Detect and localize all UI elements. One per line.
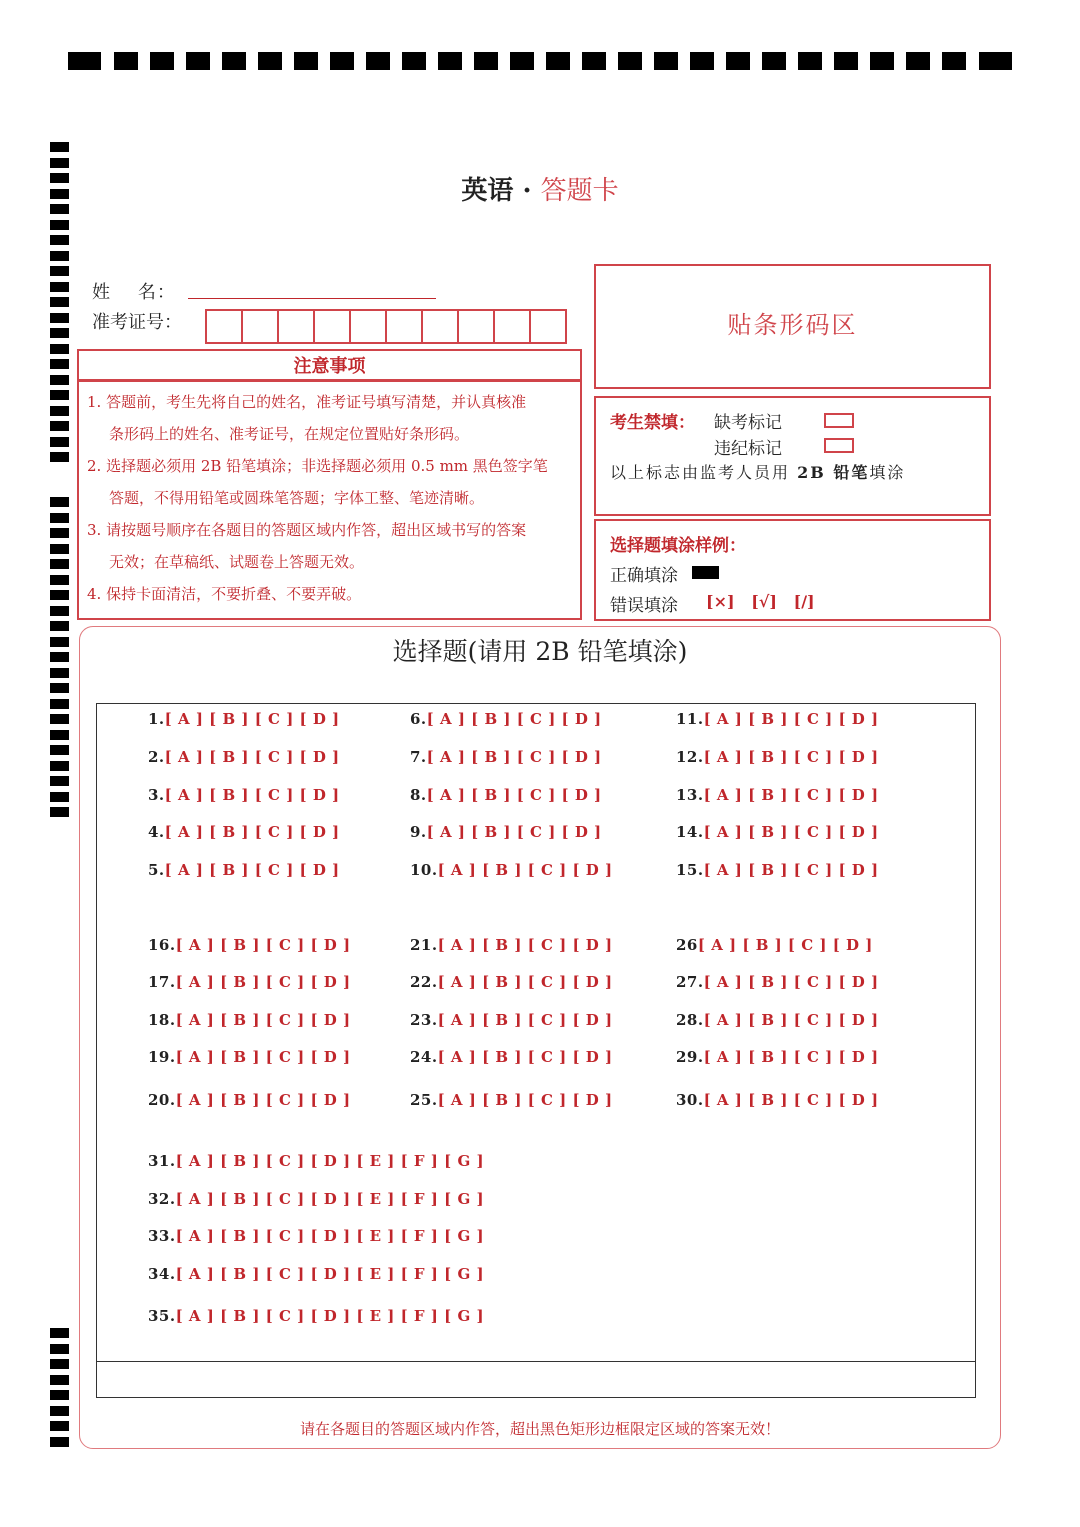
question-row bbox=[148, 1152, 484, 1170]
question-number: 13. bbox=[676, 786, 704, 804]
question-number: 16. bbox=[148, 936, 176, 954]
question-row bbox=[410, 1011, 613, 1029]
forbid-box bbox=[594, 396, 991, 516]
timing-mark bbox=[50, 235, 69, 245]
question-row bbox=[676, 786, 879, 804]
timing-mark bbox=[68, 52, 101, 70]
question-number: 22. bbox=[410, 973, 438, 991]
question-number: 11. bbox=[676, 710, 704, 728]
question-number: 18. bbox=[148, 1011, 176, 1029]
question-number: 7. bbox=[410, 748, 427, 766]
id-box[interactable] bbox=[279, 311, 315, 342]
question-row bbox=[676, 823, 879, 841]
question-number: 21. bbox=[410, 936, 438, 954]
timing-mark bbox=[546, 52, 570, 70]
answer-options[interactable]: [ A ] [ B ] [ C ] [ D ] bbox=[164, 823, 340, 841]
timing-mark bbox=[50, 1375, 69, 1385]
mc-title: 选择题(请用 2B 铅笔填涂) bbox=[392, 637, 688, 666]
timing-mark bbox=[50, 761, 69, 771]
violation-label: 违纪标记 bbox=[714, 439, 782, 459]
answer-options[interactable]: [ A ] [ B ] [ C ] [ D ] bbox=[426, 748, 602, 766]
name-label: 姓 名： bbox=[92, 282, 176, 303]
id-box[interactable] bbox=[459, 311, 495, 342]
timing-mark bbox=[258, 52, 282, 70]
answer-options[interactable]: [ A ] [ B ] [ C ] [ D ] bbox=[426, 710, 602, 728]
timing-mark bbox=[50, 745, 69, 755]
answer-options[interactable]: [ A ] [ B ] [ C ] [ D ] bbox=[437, 936, 613, 954]
question-number: 19. bbox=[148, 1048, 176, 1066]
forbid-note-prefix: 以上标志由监考人员用 bbox=[610, 463, 791, 482]
timing-mark bbox=[50, 266, 69, 276]
top-timing-marks bbox=[68, 52, 1012, 70]
timing-mark bbox=[50, 1406, 69, 1416]
question-row bbox=[148, 936, 351, 954]
question-row bbox=[410, 1091, 613, 1109]
notice-item: 4. 保持卡面清洁，不要折叠、不要弄破。 bbox=[87, 585, 362, 603]
question-row bbox=[676, 1011, 879, 1029]
question-number: 1. bbox=[148, 710, 165, 728]
absent-mark-box[interactable] bbox=[824, 413, 854, 428]
timing-mark bbox=[50, 699, 69, 709]
timing-mark bbox=[474, 52, 498, 70]
timing-mark bbox=[50, 730, 69, 740]
answer-options[interactable]: [ A ] [ B ] [ C ] [ D ] bbox=[175, 1048, 351, 1066]
question-number: 31. bbox=[148, 1152, 176, 1170]
barcode-area: 贴条形码区 bbox=[594, 264, 991, 389]
timing-mark bbox=[50, 1328, 69, 1338]
timing-mark bbox=[366, 52, 390, 70]
timing-mark bbox=[690, 52, 714, 70]
question-row bbox=[410, 823, 602, 841]
timing-mark bbox=[50, 328, 69, 338]
answer-options[interactable]: [ A ] [ B ] [ C ] [ D ] bbox=[437, 1011, 613, 1029]
question-row bbox=[148, 748, 340, 766]
timing-mark bbox=[50, 621, 69, 631]
id-box[interactable] bbox=[387, 311, 423, 342]
question-number: 2. bbox=[148, 748, 165, 766]
answer-options[interactable]: [ A ] [ B ] [ C ] [ D ] bbox=[437, 973, 613, 991]
answer-options[interactable]: [ A ] [ B ] [ C ] [ D ] bbox=[437, 861, 613, 879]
page-title bbox=[0, 170, 1080, 207]
question-row bbox=[410, 786, 602, 804]
answer-options[interactable]: [ A ] [ B ] [ C ] [ D ] bbox=[175, 936, 351, 954]
id-label: 准考证号： bbox=[92, 312, 182, 333]
id-box[interactable] bbox=[351, 311, 387, 342]
question-number: 23. bbox=[410, 1011, 438, 1029]
question-number: 5. bbox=[148, 861, 165, 879]
question-row bbox=[410, 710, 602, 728]
answer-options[interactable]: [ A ] [ B ] [ C ] [ D ] bbox=[437, 1091, 613, 1109]
question-number: 35. bbox=[148, 1307, 176, 1325]
forbid-label: 考生禁填： bbox=[610, 413, 695, 433]
timing-mark bbox=[50, 497, 69, 507]
question-row bbox=[676, 936, 873, 954]
answer-options[interactable]: [ A ] [ B ] [ C ] [ D ] bbox=[703, 1011, 879, 1029]
notice-heading: 注意事项 bbox=[77, 349, 582, 381]
timing-mark bbox=[50, 313, 69, 323]
question-number: 6. bbox=[410, 710, 427, 728]
answer-options[interactable]: [ A ] [ B ] [ C ] [ D ] bbox=[703, 786, 879, 804]
answer-area-divider bbox=[96, 1361, 976, 1362]
notice-item: 答题，不得用铅笔或圆珠笔答题；字体工整、笔迹清晰。 bbox=[109, 489, 485, 507]
correct-fill-sample bbox=[692, 566, 719, 579]
question-row bbox=[148, 823, 340, 841]
title-sheet: 答题卡 bbox=[540, 176, 619, 206]
timing-mark bbox=[50, 142, 69, 152]
answer-options[interactable]: [ A ] [ B ] [ C ] [ D ] bbox=[697, 936, 873, 954]
timing-mark bbox=[654, 52, 678, 70]
notice-item: 1. 答题前，考生先将自己的姓名，准考证号填写清楚，并认真核准 bbox=[87, 393, 527, 411]
timing-mark bbox=[50, 1344, 69, 1354]
answer-options[interactable]: [ A ] [ B ] [ C ] [ D ] bbox=[164, 710, 340, 728]
timing-mark bbox=[906, 52, 930, 70]
timing-mark bbox=[50, 344, 69, 354]
question-number: 9. bbox=[410, 823, 427, 841]
question-number: 3. bbox=[148, 786, 165, 804]
timing-mark bbox=[222, 52, 246, 70]
question-number: 33. bbox=[148, 1227, 176, 1245]
forbid-note-bold: 2B 铅笔 bbox=[797, 463, 870, 482]
question-row bbox=[148, 1048, 351, 1066]
timing-mark bbox=[50, 714, 69, 724]
timing-mark bbox=[50, 1390, 69, 1400]
question-row bbox=[148, 1011, 351, 1029]
timing-mark bbox=[50, 683, 69, 693]
answer-options[interactable]: [ A ] [ B ] [ C ] [ D ] [ E ] [ F ] [ G ] bbox=[175, 1152, 485, 1170]
answer-options[interactable]: [ A ] [ B ] [ C ] [ D ] bbox=[703, 1091, 879, 1109]
timing-mark bbox=[50, 575, 69, 585]
fill-example-box bbox=[594, 519, 991, 621]
id-box[interactable] bbox=[207, 311, 243, 342]
name-field[interactable] bbox=[188, 298, 436, 299]
answer-options[interactable]: [ A ] [ B ] [ C ] [ D ] bbox=[426, 823, 602, 841]
answer-options[interactable]: [ A ] [ B ] [ C ] [ D ] [ E ] [ F ] [ G ] bbox=[175, 1227, 485, 1245]
question-number: 4. bbox=[148, 823, 165, 841]
timing-mark bbox=[50, 452, 69, 462]
question-row bbox=[148, 786, 340, 804]
question-number: 32. bbox=[148, 1190, 176, 1208]
question-number: 8. bbox=[410, 786, 427, 804]
timing-mark bbox=[50, 282, 69, 292]
question-number: 30. bbox=[676, 1091, 704, 1109]
timing-mark bbox=[870, 52, 894, 70]
timing-mark bbox=[330, 52, 354, 70]
wrong-fill-samples: [×] [√] [/] bbox=[706, 592, 815, 611]
timing-mark bbox=[834, 52, 858, 70]
notice-item: 3. 请按题号顺序在各题目的答题区域内作答，超出区域书写的答案 bbox=[87, 521, 527, 539]
question-number: 26 bbox=[676, 936, 698, 954]
question-number: 24. bbox=[410, 1048, 438, 1066]
notice-item: 无效；在草稿纸、试题卷上答题无效。 bbox=[109, 553, 365, 571]
question-row bbox=[148, 1091, 351, 1109]
answer-options[interactable]: [ A ] [ B ] [ C ] [ D ] bbox=[703, 748, 879, 766]
footer-note: 请在各题目的答题区域内作答，超出黑色矩形边框限定区域的答案无效！ bbox=[299, 1420, 780, 1438]
question-row bbox=[410, 936, 613, 954]
answer-options[interactable]: [ A ] [ B ] [ C ] [ D ] bbox=[164, 861, 340, 879]
timing-mark bbox=[114, 52, 138, 70]
timing-mark bbox=[50, 513, 69, 523]
answer-options[interactable]: [ A ] [ B ] [ C ] [ D ] bbox=[703, 823, 879, 841]
question-row bbox=[148, 1190, 484, 1208]
timing-mark bbox=[50, 807, 69, 817]
timing-mark bbox=[50, 390, 69, 400]
question-row bbox=[148, 1307, 484, 1325]
timing-mark bbox=[50, 359, 69, 369]
id-box[interactable] bbox=[243, 311, 279, 342]
question-row bbox=[148, 1227, 484, 1245]
question-row bbox=[410, 1048, 613, 1066]
question-number: 20. bbox=[148, 1091, 176, 1109]
answer-options[interactable]: [ A ] [ B ] [ C ] [ D ] bbox=[175, 1091, 351, 1109]
timing-mark bbox=[150, 52, 174, 70]
timing-mark bbox=[50, 606, 69, 616]
timing-mark bbox=[50, 544, 69, 554]
forbid-note-suffix: 填涂 bbox=[869, 463, 906, 482]
question-number: 14. bbox=[676, 823, 704, 841]
question-row bbox=[410, 861, 613, 879]
answer-options[interactable]: [ A ] [ B ] [ C ] [ D ] bbox=[175, 1011, 351, 1029]
answer-options[interactable]: [ A ] [ B ] [ C ] [ D ] bbox=[703, 710, 879, 728]
question-number: 29. bbox=[676, 1048, 704, 1066]
timing-mark bbox=[50, 559, 69, 569]
timing-mark bbox=[510, 52, 534, 70]
notice-item: 2. 选择题必须用 2B 铅笔填涂；非选择题必须用 0.5 mm 黑色签字笔 bbox=[87, 457, 548, 475]
question-row bbox=[148, 861, 340, 879]
wrong-label: 错误填涂 bbox=[610, 596, 678, 616]
timing-mark bbox=[50, 668, 69, 678]
answer-options[interactable]: [ A ] [ B ] [ C ] [ D ] bbox=[175, 973, 351, 991]
timing-mark bbox=[50, 220, 69, 230]
timing-mark bbox=[294, 52, 318, 70]
absent-label: 缺考标记 bbox=[714, 413, 782, 433]
timing-mark bbox=[50, 251, 69, 261]
answer-options[interactable]: [ A ] [ B ] [ C ] [ D ] bbox=[703, 973, 879, 991]
answer-options[interactable]: [ A ] [ B ] [ C ] [ D ] bbox=[437, 1048, 613, 1066]
timing-mark bbox=[618, 52, 642, 70]
question-number: 17. bbox=[148, 973, 176, 991]
question-row bbox=[676, 710, 879, 728]
timing-mark bbox=[50, 1359, 69, 1369]
question-row bbox=[148, 973, 351, 991]
question-number: 34. bbox=[148, 1265, 176, 1283]
timing-mark bbox=[50, 421, 69, 431]
notice-item: 条形码上的姓名、准考证号，在规定位置贴好条形码。 bbox=[109, 425, 470, 443]
question-number: 27. bbox=[676, 973, 704, 991]
example-label: 选择题填涂样例： bbox=[610, 536, 746, 556]
question-number: 28. bbox=[676, 1011, 704, 1029]
timing-mark bbox=[979, 52, 1012, 70]
question-row bbox=[410, 973, 613, 991]
timing-mark bbox=[50, 437, 69, 447]
notice-box bbox=[77, 380, 582, 620]
question-number: 12. bbox=[676, 748, 704, 766]
violation-mark-box[interactable] bbox=[824, 438, 854, 453]
timing-mark bbox=[50, 590, 69, 600]
question-row bbox=[676, 861, 879, 879]
question-row bbox=[676, 1048, 879, 1066]
timing-mark bbox=[726, 52, 750, 70]
timing-mark bbox=[50, 792, 69, 802]
question-row bbox=[148, 710, 340, 728]
question-row bbox=[410, 748, 602, 766]
answer-options[interactable]: [ A ] [ B ] [ C ] [ D ] [ E ] [ F ] [ G ] bbox=[175, 1265, 485, 1283]
timing-mark bbox=[186, 52, 210, 70]
answer-options[interactable]: [ A ] [ B ] [ C ] [ D ] [ E ] [ F ] [ G ] bbox=[175, 1307, 485, 1325]
answer-options[interactable]: [ A ] [ B ] [ C ] [ D ] bbox=[426, 786, 602, 804]
timing-mark bbox=[942, 52, 966, 70]
id-box[interactable] bbox=[495, 311, 531, 342]
timing-mark bbox=[50, 776, 69, 786]
timing-mark bbox=[50, 375, 69, 385]
timing-mark bbox=[582, 52, 606, 70]
timing-mark bbox=[50, 297, 69, 307]
question-row bbox=[676, 748, 879, 766]
timing-mark bbox=[438, 52, 462, 70]
question-number: 25. bbox=[410, 1091, 438, 1109]
title-subject: 英语 bbox=[461, 176, 514, 206]
forbid-note bbox=[610, 460, 905, 483]
correct-label: 正确填涂 bbox=[610, 566, 678, 586]
answer-options[interactable]: [ A ] [ B ] [ C ] [ D ] bbox=[164, 786, 340, 804]
id-box[interactable] bbox=[423, 311, 459, 342]
question-number: 10. bbox=[410, 861, 438, 879]
answer-options[interactable]: [ A ] [ B ] [ C ] [ D ] bbox=[703, 1048, 879, 1066]
answer-options[interactable]: [ A ] [ B ] [ C ] [ D ] bbox=[164, 748, 340, 766]
timing-mark bbox=[50, 158, 69, 168]
timing-mark bbox=[402, 52, 426, 70]
question-row bbox=[676, 1091, 879, 1109]
answer-options[interactable]: [ A ] [ B ] [ C ] [ D ] bbox=[703, 861, 879, 879]
title-dot: · bbox=[522, 176, 532, 206]
timing-mark bbox=[50, 528, 69, 538]
timing-mark bbox=[50, 406, 69, 416]
answer-options[interactable]: [ A ] [ B ] [ C ] [ D ] [ E ] [ F ] [ G ] bbox=[175, 1190, 485, 1208]
timing-mark bbox=[762, 52, 786, 70]
id-number-boxes[interactable] bbox=[205, 309, 567, 344]
timing-mark bbox=[798, 52, 822, 70]
question-row bbox=[148, 1265, 484, 1283]
question-number: 15. bbox=[676, 861, 704, 879]
question-row bbox=[676, 973, 879, 991]
id-box[interactable] bbox=[315, 311, 351, 342]
id-box[interactable] bbox=[531, 311, 565, 342]
